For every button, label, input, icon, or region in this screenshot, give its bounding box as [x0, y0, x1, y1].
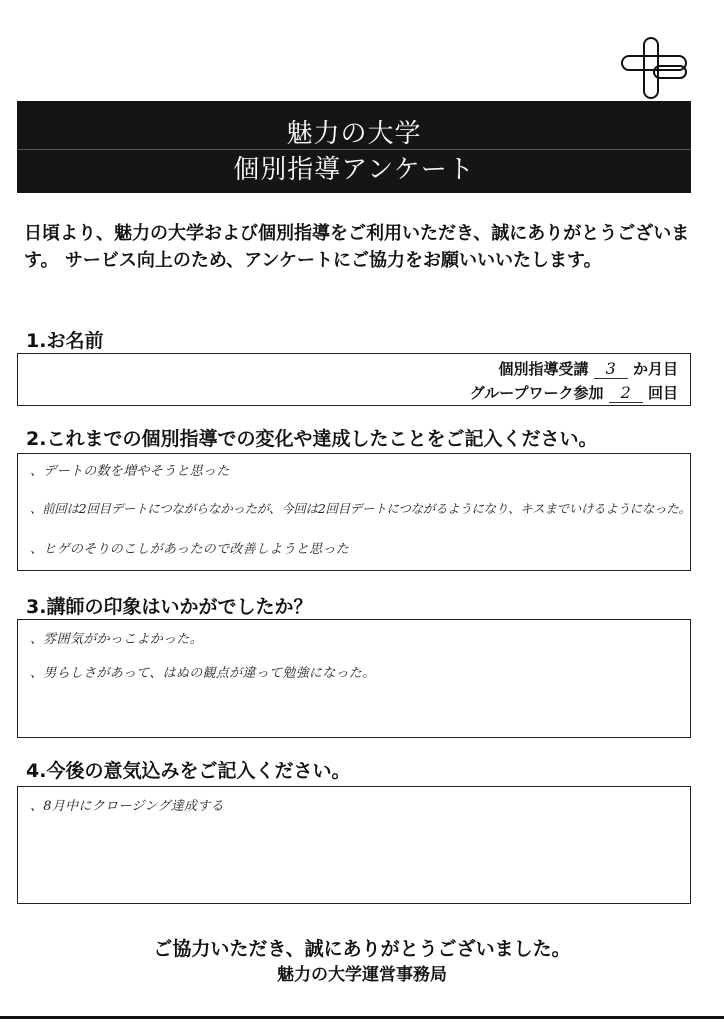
- handwritten-answer: 、8月中にクロージング達成する: [30, 799, 224, 814]
- handwritten-answer: 、雰囲気がかっこよかった。: [30, 632, 203, 647]
- group-value: 2: [609, 383, 643, 403]
- bottom-divider: [0, 1016, 724, 1019]
- handwritten-answer: 、ヒゲのそりのこしがあったので改善しようと思った: [30, 542, 350, 557]
- brand-logo-icon: [618, 36, 690, 100]
- title-banner: [17, 101, 691, 193]
- individual-sessions-row: [499, 358, 679, 379]
- footer-thanks: ご協力いただき、誠にありがとうございました。: [153, 938, 571, 960]
- section-3-heading: 3.講師の印象はいかがでしたか？: [26, 596, 313, 618]
- handwritten-answer: 、前回は2回目デートにつながらなかったが、今回は2回目デートにつながるようになり、キスまでいけるようになった。: [30, 501, 691, 516]
- title-line-1: 魅力の大学: [286, 119, 422, 149]
- footer-office: 魅力の大学運営事務局: [277, 965, 447, 985]
- intro-text: 日頃より、魅力の大学および個別指導をご利用いただき、誠にありがとうございます。 サービス向上のため、アンケートにご協力をお願いいいたします。: [24, 223, 690, 271]
- title-line-2: 個別指導アンケート: [233, 155, 475, 185]
- section-4-heading: 4.今後の意気込みをご記入ください。: [26, 760, 351, 782]
- name-box: [17, 353, 691, 406]
- motivation-answer-box: [17, 786, 691, 904]
- individual-value: 3: [594, 359, 628, 379]
- handwritten-answer: 、男らしさがあって、はぬの観点が違って勉強になった。: [30, 666, 376, 681]
- group-work-row: [470, 382, 678, 403]
- handwritten-answer: 、デートの数を増やそうと思った: [30, 464, 230, 479]
- group-label: グループワーク参加: [469, 384, 604, 402]
- individual-label: 個別指導受講: [498, 360, 589, 378]
- changes-answer-box: [17, 453, 691, 571]
- section-2-heading: 2.これまでの個別指導での変化や達成したことをご記入ください。: [26, 428, 598, 450]
- impression-answer-box: [17, 619, 691, 738]
- individual-unit: か月目: [632, 360, 678, 378]
- group-unit: 回目: [647, 384, 678, 402]
- section-1-heading: 1.お名前: [26, 330, 104, 352]
